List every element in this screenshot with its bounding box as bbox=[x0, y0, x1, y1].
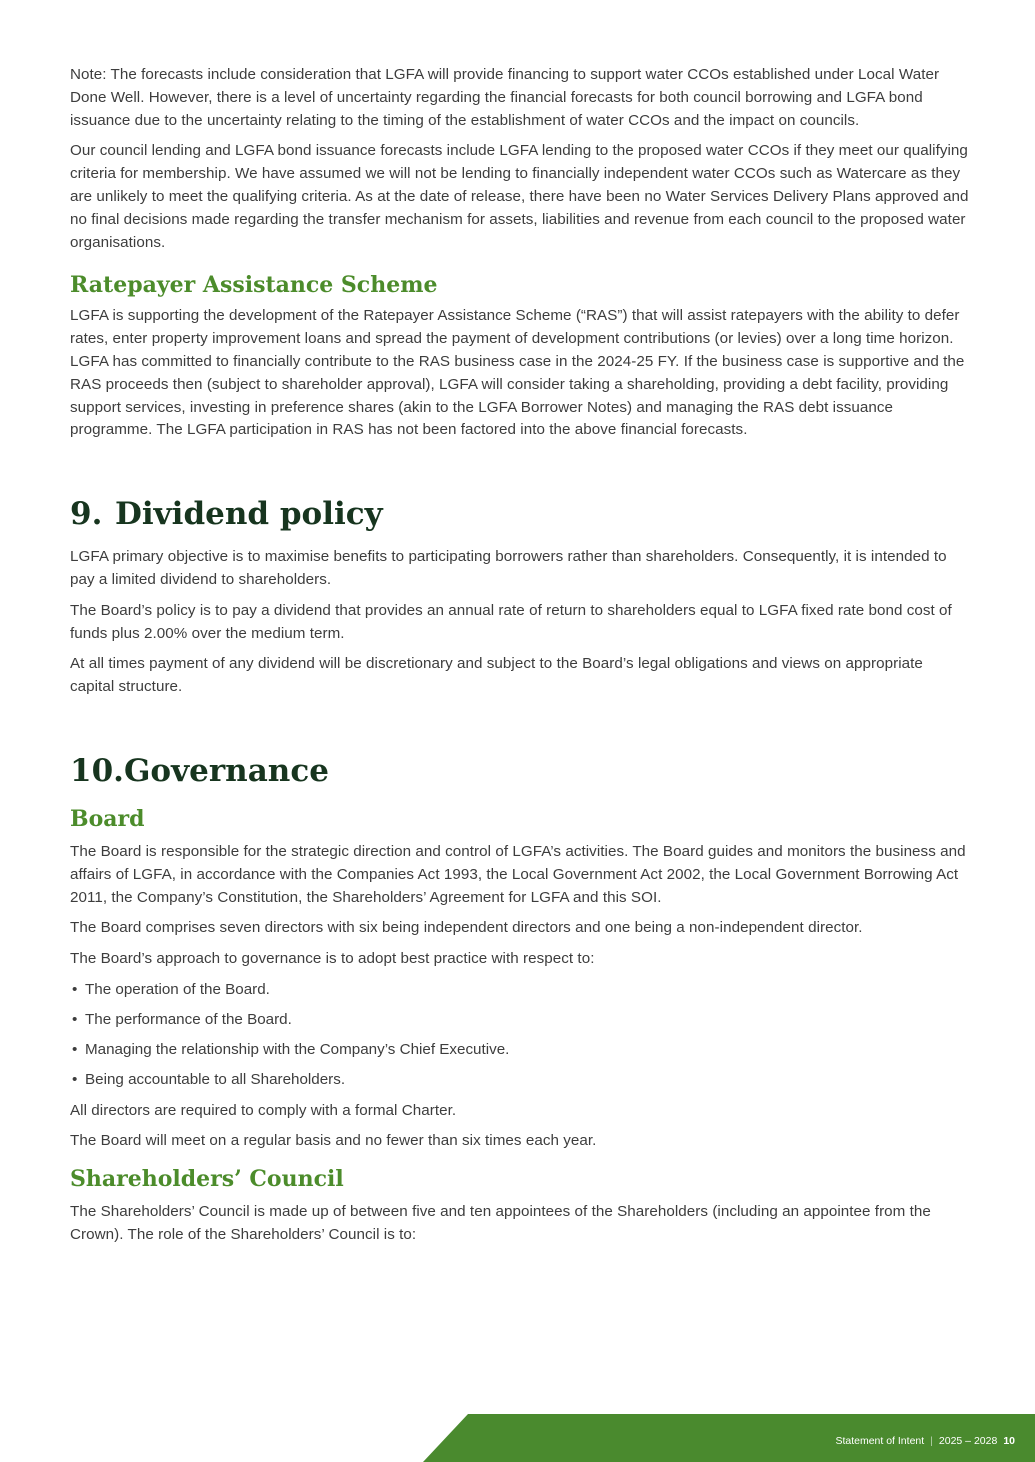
forecasts-paragraph: Our council lending and LGFA bond issuance forecasts include LGFA lending to the proposed water CCOs if they meet our qualifying criteria for membership. We have assumed we will not be lending to financially independent water CCOs such as Watercare as they are unlikely to meet the qualifying criteria. As at the date of release, there have been no Water Services Delivery Plans approved and no final decisions made regarding the transfer mechanism for assets, liabilities and revenue from each council to the proposed water organisations. bbox=[70, 142, 969, 251]
board-paragraph-3: The Board’s approach to governance is to adopt best practice with respect to: bbox=[70, 950, 595, 968]
section-title: Dividend policy bbox=[115, 496, 383, 533]
footer bbox=[835, 1435, 1015, 1447]
section-title: Governance bbox=[123, 752, 329, 789]
board-paragraph-2: The Board comprises seven directors with six being independent directors and one being a non-independent director. bbox=[70, 919, 863, 937]
shareholders-council-paragraph: The Shareholders’ Council is made up of between five and ten appointees of the Shareholders (including an appointee from the Crown). The role of the Shareholders’ Council is to: bbox=[70, 1203, 931, 1244]
ras-paragraph: LGFA is supporting the development of the Ratepayer Assistance Scheme (“RAS”) that will assist ratepayers with the ability to defer rates, enter property improvement loans and spread the payment of development contributions (or levies) over a long time horizon. LGFA has committed to financially contribute to the RAS business case in the 2024-25 FY. If the business case is supportive and the RAS proceeds then (subject to shareholder approval), LGFA will consider taking a shareholding, providing a debt facility, providing support services, investing in preference shares (akin to the LGFA Borrower Notes) and managing the RAS debt issuance programme. The LGFA participation in RAS has not been factored into the above financial forecasts. bbox=[70, 307, 965, 439]
note-paragraph: Note: The forecasts include consideration that LGFA will provide financing to support water CCOs established under Local Water Done Well. However, there is a level of uncertainty regarding the financial forecasts for both council borrowing and LGFA bond issuance due to the uncertainty relating to the timing of the establishment of water CCOs and the impact on councils. bbox=[70, 66, 940, 129]
dividend-policy-heading bbox=[70, 494, 970, 534]
board-paragraph-5: The Board will meet on a regular basis and no fewer than six times each year. bbox=[70, 1132, 597, 1150]
board-paragraph-1: The Board is responsible for the strategic direction and control of LGFA’s activities. The Board guides and monitors the business and affairs of LGFA, in accordance with the Companies Act 1993, the Local Government Act 2002, the Local Government Borrowing Act 2011, the Company’s Constitution, the Shareholders’ Agreement for LGFA and this SOI. bbox=[70, 842, 966, 906]
dividend-paragraph-2: The Board’s policy is to pay a dividend that provides an annual rate of return to shareholders equal to LGFA fixed rate bond cost of funds plus 2.00% over the medium term. bbox=[70, 601, 952, 642]
section-number: 10. bbox=[70, 752, 124, 789]
list-item: • Being accountable to all Shareholders. bbox=[70, 1069, 970, 1092]
list-item: • The performance of the Board. bbox=[70, 1009, 970, 1032]
ras-heading: Ratepayer Assistance Scheme bbox=[70, 272, 438, 299]
section-number: 9. bbox=[70, 496, 103, 533]
footer-period: 2025 – 2028 bbox=[938, 1435, 998, 1447]
board-paragraph-4: All directors are required to comply with a formal Charter. bbox=[70, 1101, 457, 1119]
footer-doc-title: Statement of Intent bbox=[835, 1435, 925, 1447]
list-item: • Managing the relationship with the Company’s Chief Executive. bbox=[70, 1039, 970, 1062]
list-item: • The operation of the Board. bbox=[70, 979, 970, 1002]
governance-bullet-list bbox=[70, 979, 970, 1092]
board-heading: Board bbox=[70, 805, 145, 832]
dividend-paragraph-3: At all times payment of any dividend will be discretionary and subject to the Board’s legal obligations and views on appropriate capital structure. bbox=[70, 655, 923, 696]
page-content bbox=[70, 64, 970, 1255]
shareholders-council-heading: Shareholders’ Council bbox=[70, 1166, 344, 1193]
governance-heading bbox=[70, 751, 970, 791]
dividend-paragraph-1: LGFA primary objective is to maximise benefits to participating borrowers rather than shareholders. Consequently, it is intended to pay a limited dividend to shareholders. bbox=[70, 548, 947, 588]
page-number: 10 bbox=[1003, 1435, 1015, 1447]
footer-divider: | bbox=[930, 1435, 933, 1447]
